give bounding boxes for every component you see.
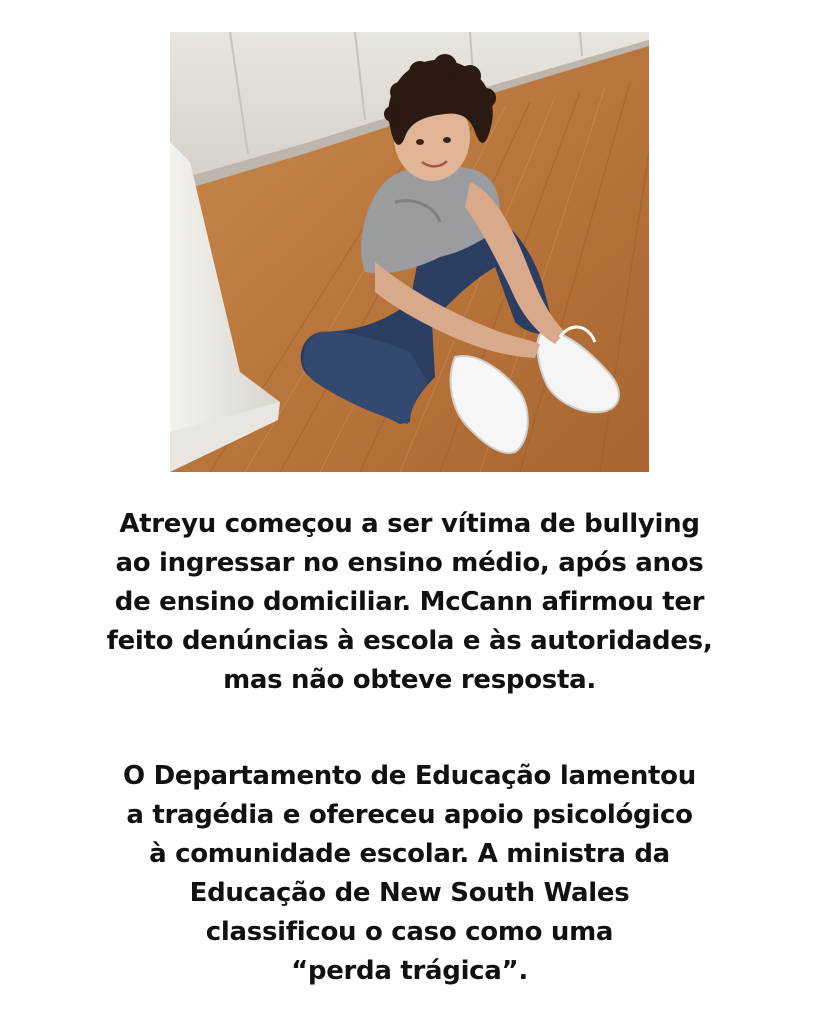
boy-photo (170, 32, 649, 472)
boy-sitting-on-floor-image (170, 32, 649, 472)
paragraph-line: ao ingressar no ensino médio, após anos (115, 548, 704, 578)
paragraph-line: a tragédia e ofereceu apoio psicológico (126, 800, 693, 830)
paragraph-bullying (20, 505, 799, 700)
paragraph-line: feito denúncias à escola e às autoridades, (106, 626, 713, 656)
paragraph-line: Atreyu começou a ser vítima de bullying (119, 509, 700, 539)
paragraph-line: à comunidade escolar. A ministra da (149, 839, 670, 869)
paragraph-line: de ensino domiciliar. McCann afirmou ter (114, 587, 705, 617)
paragraph-department (20, 757, 799, 991)
paragraph-line: classificou o caso como uma (205, 917, 614, 947)
paragraph-line: mas não obteve resposta. (223, 665, 596, 695)
paragraph-line: O Departamento de Educação lamentou (123, 761, 696, 791)
paragraph-line: “perda trágica”. (291, 956, 528, 986)
paragraph-line: Educação de New South Wales (189, 878, 630, 908)
